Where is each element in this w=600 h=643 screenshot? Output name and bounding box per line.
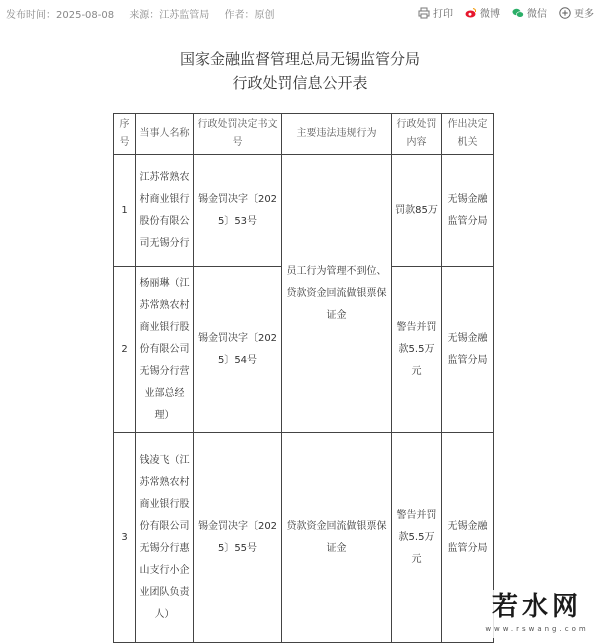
penalty-table bbox=[113, 113, 494, 643]
table-row bbox=[114, 433, 494, 643]
header-number: 序号 bbox=[114, 114, 136, 155]
weibo-icon bbox=[465, 7, 477, 19]
page-title: 国家金融监督管理总局无锡监管分局 bbox=[179, 50, 420, 68]
cell-number: 2 bbox=[114, 267, 136, 433]
wechat-icon bbox=[512, 7, 524, 19]
article-meta-bar bbox=[0, 0, 600, 26]
site-watermark bbox=[482, 590, 592, 638]
cell-authority: 无锡金融监管分局 bbox=[442, 267, 494, 433]
header-penalty-content: 行政处罚内容 bbox=[392, 114, 442, 155]
table-row bbox=[114, 155, 494, 267]
cell-number: 1 bbox=[114, 155, 136, 267]
print-label: 打印 bbox=[433, 9, 453, 20]
weibo-share-button[interactable] bbox=[465, 5, 500, 20]
article-author: 作者：原创 bbox=[224, 10, 275, 21]
table-header-row bbox=[114, 114, 494, 155]
header-violation: 主要违法违规行为 bbox=[282, 114, 392, 155]
share-actions bbox=[418, 5, 594, 20]
more-label: 更多 bbox=[574, 9, 594, 20]
cell-document-number: 锡金罚决字〔2025〕54号 bbox=[194, 267, 282, 433]
wechat-label: 微信 bbox=[527, 9, 547, 20]
cell-penalty-content: 警告并罚款5.5万元 bbox=[392, 433, 442, 643]
article-meta bbox=[6, 6, 287, 21]
watermark-logo-text: 若水网 bbox=[491, 592, 582, 622]
header-authority: 作出决定机关 bbox=[442, 114, 494, 155]
cell-violation-merged: 员工行为管理不到位、贷款资金回流做银票保证金 bbox=[282, 155, 392, 433]
cell-number: 3 bbox=[114, 433, 136, 643]
watermark-url: www.rswang.com bbox=[485, 625, 589, 633]
printer-icon bbox=[418, 7, 430, 19]
page-subtitle: 行政处罚信息公开表 bbox=[232, 74, 368, 92]
cell-party: 钱凌飞（江苏常熟农村商业银行股份有限公司无锡分行惠山支行小企业团队负责人） bbox=[136, 433, 194, 643]
weibo-label: 微博 bbox=[480, 9, 500, 20]
cell-penalty-content: 罚款85万 bbox=[392, 155, 442, 267]
wechat-share-button[interactable] bbox=[512, 5, 547, 20]
header-document-number: 行政处罚决定书文号 bbox=[194, 114, 282, 155]
cell-party: 江苏常熟农村商业银行股份有限公司无锡分行 bbox=[136, 155, 194, 267]
article-source: 来源：江苏监管局 bbox=[129, 10, 210, 21]
cell-penalty-content: 警告并罚款5.5万元 bbox=[392, 267, 442, 433]
more-icon bbox=[559, 7, 571, 19]
cell-document-number: 锡金罚决字〔2025〕53号 bbox=[194, 155, 282, 267]
cell-party: 杨丽琳（江苏常熟农村商业银行股份有限公司无锡分行营业部总经理） bbox=[136, 267, 194, 433]
cell-authority: 无锡金融监管分局 bbox=[442, 155, 494, 267]
publish-date: 发布时间：2025-08-08 bbox=[6, 10, 115, 21]
header-party: 当事人名称 bbox=[136, 114, 194, 155]
print-button[interactable] bbox=[418, 5, 453, 20]
cell-document-number: 锡金罚决字〔2025〕55号 bbox=[194, 433, 282, 643]
cell-authority: 无锡金融监管分局 bbox=[442, 433, 494, 643]
more-share-button[interactable] bbox=[559, 5, 594, 20]
cell-violation: 贷款资金回流做银票保证金 bbox=[282, 433, 392, 643]
